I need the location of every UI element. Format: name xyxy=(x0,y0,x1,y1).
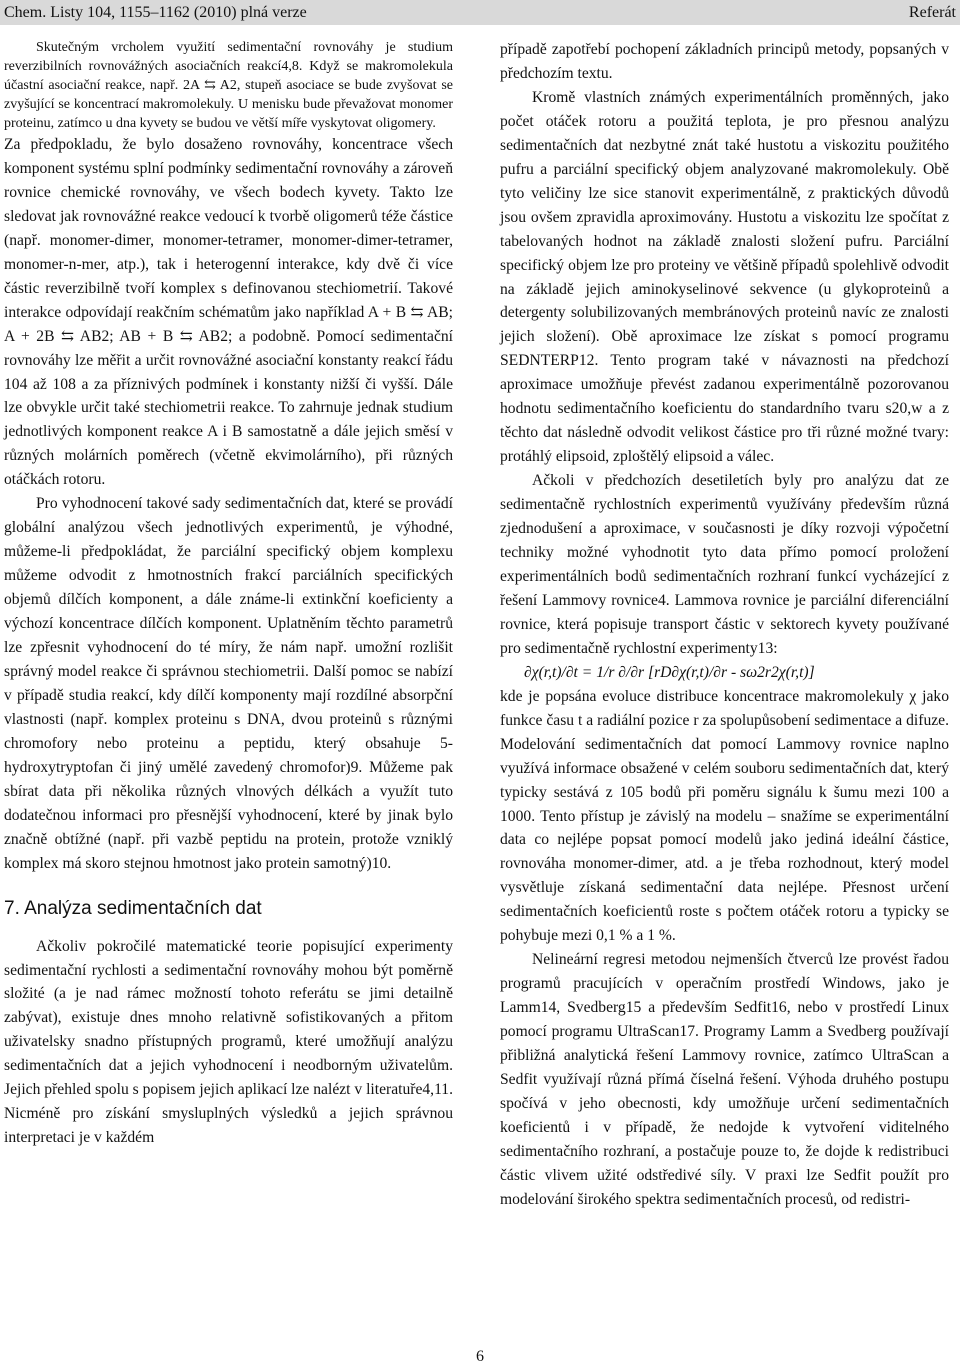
paragraph-association-intro: Skutečným vrcholem využití sedimentační rovnováhy je studium reverzibilních rovnovážných asociačních reakcí4,8. Když se makromolekula účastní asociační reakce, např. 2A ⇆ A2, stupeň asociace se bude zvyšovat se zvyšující se koncentrací makromolekuly. U menisku bude převažovat monomer proteinu, zatímco u dna kyvety se budou ve větší míře vyskytovat oligomery. xyxy=(4,40,453,131)
paragraph-buffer-parameters: Kromě vlastních známých experimentálních proměnných, jako počet otáček rotoru a použitá teplota, je pro přesnou analýzu sedimentačních dat nezbytné znát také hustotu a viskozitu použitého pufru a parciální specifický objem analyzované makromolekuly. Obě tyto veličiny lze sice stanovit experimentálně, z praktických důvodů jsou ovšem zpravidla aproximovány. Hustotu a viskozitu lze spočítat z tabelovaných hodnot na základě znalosti složení pufru. Parciální specifický objem lze pro proteiny ve většině případů spolehlivě odvodit na základě jejich aminokyselinové sekvence (u glykoproteinů a detergenty solubilizovaných membránových proteinů navíc ze znalosti jejich složení). Obě aproximace lze získat s pomocí programu SEDNTERP12. Tento program také v návaznosti na předchozí aproximace umožňuje převést zadanou experimentálně pozorovanou hodnotu sedimentačního koeficientu do standardního tvaru s20,w a z těchto dat následně odvodit velikost částice pro tři různé možné tvary: protáhlý elipsoid, zploštělý elipsoid a válec. xyxy=(500,88,949,466)
paragraph-regression-programs: Nelineární regresi metodou nejmenších čtverců lze provést řadou programů pracujících v operačním prostředí Windows, jako je Lamm14, Svedberg15 a především Sedfit16, nebo v prostředí Linux pomocí programu UltraScan17. Programy Lamm a Svedberg používají přibližná analytická řešení Lammovy rovnice, zatímco UltraScan a Sedfit využívají různá přímá číselná řešení. Výhoda druhého postupu spočívá v jeho obecnosti, kdy umožňuje určení sedimentačních koeficientů i v případě, že nedojde k vytvoření viditelného sedimentačního rozhraní, a postačuje pouze to, že dojde k redistribuci částic vlivem užité odstředivé síly. V praxi lze Sedfit použít pro modelování širokého spektra sedimentačních procesů, od redistri- xyxy=(500,951,949,1208)
paragraph-continuation: případě zapotřebí pochopení základních principů metody, popsaných v předchozím textu. xyxy=(500,41,949,82)
left-column xyxy=(4,38,453,1150)
running-header xyxy=(0,0,960,25)
paragraph-lamm-equation-intro: Ačkoli v předchozích desetiletích byly pro analýzu dat ze sedimentačně rychlostních experimentů využívány především různá zjednodušení a aproximace, v současnosti je díky rozvoji výpočetní techniky možné vyhodnotit tyto data přímo pomocí proložení experimentálních bodů sedimentačních rozhraní funkcí vycházející z řešení Lammovy rovnice4. Lammova rovnice je parciální diferenciální rovnice, která popisuje transport částic v sektorech kyvety používané pro sedimentačně rychlostní experimenty13: xyxy=(500,472,949,657)
lamm-equation: ∂χ(r,t)/∂t = 1/r ∂/∂r [rD∂χ(r,t)/∂r - sω2r2χ(r,t)] xyxy=(524,663,815,681)
section-heading: 7. Analýza sedimentačních dat xyxy=(4,897,262,919)
journal-citation: Chem. Listy 104, 1155–1162 (2010) plná verze xyxy=(4,4,307,21)
page-number: 6 xyxy=(476,1348,484,1365)
paragraph-data-analysis-intro: Ačkoliv pokročilé matematické teorie popisující experimenty sedimentační rychlosti a sedimentační rovnováhy mohou být poměrně složité (a je nad rámec možností tohoto referátu se jimi detailně zabývat), existuje dnes mnoho relativně sofistikovaných a přitom uživatelsky snadno přístupných programů, které umožňují analýzu sedimentačních dat a jejich vyhodnocení i neodborným uživatelům. Jejich přehled spolu s popisem jejich aplikací lze nalézt v literatuře4,11. Nicméně pro získání smysluplných výsledků a jejich správnou interpretaci je v každém xyxy=(4,937,453,1147)
paragraph-association-detail: Za předpokladu, že bylo dosaženo rovnováhy, koncentrace všech komponent systému splní podmínky sedimentační rovnováhy a zároveň rovnice chemické rovnováhy, ve všech bodech kyvety. Takto lze sledovat jak rovnovážné reakce vedoucí k tvorbě oligomerů téže částice (např. monomer-dimer, monomer-tetramer, monomer-dimer-tetramer, monomer-n-mer, atp.), tak i heterogenní interakce, kdy dvě či více částic reverzibilně tvoří komplex s definovanou stechiometrií. Takové interakce odpovídají reakčním schématům jako například A + B ⇆ AB; A + 2B ⇆ AB2; AB + B ⇆ AB2; a podobně. Pomocí sedimentační rovnováhy lze měřit a určit rovnovážné asociační konstanty reakcí řádu 104 až 108 a za příznivých podmínek i konstanty nižší či vyšší. Dále lze obvykle určit také stechiometrii reakce. To zahrnuje jednak studium jednotlivých komponent reakce A i B samostatně a dále jejich směsí v různých molárních poměrech (včetně ekvimolárního), při různých otáčkách rotoru. xyxy=(4,136,453,489)
paragraph-lamm-modelling: kde je popsána evoluce distribuce koncentrace makromolekuly χ jako funkce času t a radiální pozice r za spolupůsobení sedimentace a difuze. Modelování sedimentačních dat pomocí Lammovy rovnice naplno využívá informace obsažené v celém souboru sedimentačních dat, který typicky sestává z 105 bodů při poměru signálu k šumu mezi 100 a 1000. Tento přístup je závislý na modelu – snažíme se experimentální data co nejlépe popsat pomocí modelů jako jediná ideální částice, rovnováha monomer-dimer, atd. a je třeba rozhodnout, který model vysvětluje získaná sedimentační data nejlépe. Přesnost určení sedimentačních koeficientů roste s počtem otáček rotoru a typicky se pohybuje mezi 0,1 % a 1 %. xyxy=(500,687,949,945)
paragraph-global-analysis: Pro vyhodnocení takové sady sedimentačních dat, které se provádí globální analýzou všech jednotlivých experimentů, je výhodné, můžeme-li předpokládat, že parciální specifický objem komplexu můžeme odvodit z hmotnostních frakcí parciálních specifických objemů dílčích komponent, a dále známe-li extinkční koeficienty a výchozí koncentrace dílčích komponent. Uplatněním těchto parametrů lze zpřesnit vyhodnocení do té míry, že nám např. umožní rozlišit správný model reakce či správnou stechiometrii. Další pomoc se nabízí v případě studia reakcí, kdy dílčí komponenty mají rozdílné absorpční vlastnosti (např. komplex proteinu s DNA, dvou proteinů s různými chromofory nebo proteinu a peptidu, který obsahuje 5-hydroxytryptofan či jiný umělé zavedený chromofor)9. Můžeme pak sbírat data při několika různých vlnových délkách a využít tuto dodatečnou informaci pro přesnější vyhodnocení, které by jinak bylo značně obtížné (např. při vazbě peptidu na protein, protože vzniklý komplex má skoro stejnou hmotnost jako protein samotný)10. xyxy=(4,495,453,872)
section-label: Referát xyxy=(908,4,956,21)
right-column xyxy=(500,38,949,1212)
